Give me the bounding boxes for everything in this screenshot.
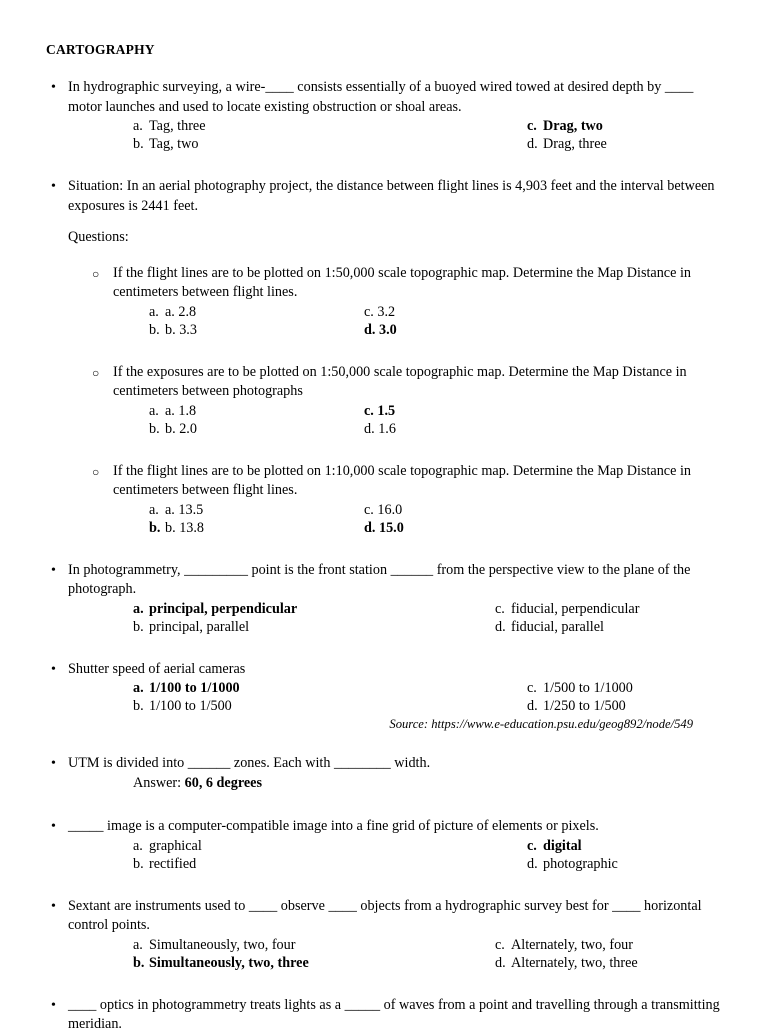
question-4-text: Shutter speed of aerial cameras (68, 660, 246, 677)
question-1-text-row (46, 78, 722, 117)
option-row (46, 117, 722, 135)
option-c-text: fiducial, perpendicular (511, 600, 640, 617)
option-a-marker: a. (149, 501, 159, 518)
option-c[interactable] (527, 837, 582, 855)
option-row (46, 954, 722, 972)
option-a[interactable] (133, 117, 206, 135)
question-7-options (46, 936, 722, 972)
option-b-text: principal, parallel (149, 618, 250, 635)
question-8-text: ____ optics in photogrammetry treats lights as a _____ of waves from a point and travelling through a transmitting meridian. (68, 996, 720, 1032)
option-c[interactable] (364, 402, 395, 420)
question-6-text: _____ image is a computer-compatible image into a fine grid of picture of elements or pixels. (68, 818, 599, 834)
option-b[interactable] (149, 321, 197, 339)
option-d-text: Drag, three (543, 136, 607, 152)
option-c-text: c. 16.0 (364, 501, 403, 518)
source-citation: Source: https://www.e-education.psu.edu/geog892/node/549 (389, 717, 693, 731)
option-c[interactable] (527, 679, 633, 697)
option-row (46, 519, 722, 537)
option-d-marker: d. (527, 855, 538, 872)
bullet-icon: • (51, 997, 56, 1013)
option-c-text: Alternately, two, four (511, 936, 633, 953)
option-b-text: Tag, two (149, 136, 199, 152)
option-b[interactable] (133, 135, 198, 153)
option-row (46, 837, 722, 855)
option-b-text: b. 3.3 (165, 321, 197, 338)
question-2-situation-row (46, 177, 722, 216)
sub-2-text-row (46, 363, 722, 402)
option-a-text: principal, perpendicular (149, 600, 298, 617)
option-row (46, 855, 722, 873)
option-a-text: a. 2.8 (165, 303, 197, 320)
option-a-marker: a. (133, 680, 144, 696)
question-7-text: Sextant are instruments used to ____ observe ____ objects from a hydrographic survey best for ____ horizontal control points. (68, 897, 702, 933)
question-5 (46, 754, 722, 793)
option-a-marker: a. (133, 118, 143, 134)
sub-3-options (46, 501, 722, 537)
bullet-icon: • (51, 80, 56, 95)
option-d-text: photographic (543, 855, 618, 872)
bullet-icon: • (51, 898, 56, 914)
option-d-text: fiducial, parallel (511, 618, 604, 635)
option-a-text: graphical (149, 837, 202, 854)
page-title: CARTOGRAPHY (46, 42, 155, 57)
circle-bullet-icon: ○ (92, 464, 100, 479)
option-d-marker: d. (527, 136, 538, 152)
option-row (46, 501, 722, 519)
option-b-text: rectified (149, 855, 197, 872)
option-c[interactable] (495, 600, 639, 618)
sub-2-options (46, 402, 722, 438)
option-a[interactable] (149, 402, 196, 420)
option-d-marker: d. (527, 698, 538, 714)
option-c[interactable] (364, 501, 402, 519)
option-row (46, 402, 722, 420)
option-b-text: b. 2.0 (165, 420, 197, 437)
question-1-options (46, 117, 722, 153)
option-b[interactable] (149, 420, 197, 438)
option-d-text: d. 15.0 (364, 519, 404, 536)
option-c-marker: c. (495, 600, 505, 617)
option-d-text: d. 1.6 (364, 420, 396, 437)
option-a[interactable] (149, 501, 203, 519)
option-d-text: 1/250 to 1/500 (543, 698, 626, 714)
question-8 (46, 996, 722, 1035)
question-2-sub-1 (46, 264, 722, 339)
option-b-marker: b. (149, 519, 161, 536)
question-3-text: In photogrammetry, _________ point is the front station ______ from the perspective view to the plane of the photograph. (68, 561, 691, 597)
question-4-options (46, 679, 722, 715)
option-a[interactable] (133, 936, 295, 954)
option-b-text: b. 13.8 (165, 519, 205, 536)
option-row (46, 936, 722, 954)
option-a[interactable] (133, 679, 240, 697)
question-7-text-row (46, 897, 722, 936)
option-a-marker: a. (133, 837, 143, 854)
option-b-marker: b. (133, 618, 144, 635)
option-a-marker: a. (149, 303, 159, 320)
question-8-text-row (46, 996, 722, 1035)
question-3-text-row (46, 561, 722, 600)
option-a-marker: a. (149, 402, 159, 419)
option-a[interactable] (133, 600, 297, 618)
bullet-icon: • (51, 819, 56, 834)
option-c-text: c. 1.5 (364, 402, 396, 419)
option-c[interactable] (495, 936, 633, 954)
option-d-text: Alternately, two, three (511, 954, 638, 971)
option-c-marker: c. (527, 118, 537, 134)
option-b-marker: b. (133, 698, 144, 714)
option-b-marker: b. (133, 136, 144, 152)
question-2 (46, 177, 722, 537)
option-b-marker: b. (133, 954, 145, 971)
question-6 (46, 817, 722, 873)
option-c-text: Drag, two (543, 118, 603, 134)
question-1 (46, 78, 722, 153)
option-b-marker: b. (149, 420, 160, 437)
option-row (46, 303, 722, 321)
option-c-text: digital (543, 837, 582, 854)
option-c-text: 1/500 to 1/1000 (543, 680, 633, 696)
option-d-marker: d. (495, 954, 506, 971)
bullet-icon: • (51, 661, 56, 677)
option-d[interactable] (527, 135, 607, 153)
bullet-icon: • (51, 562, 56, 578)
option-d[interactable] (527, 697, 626, 715)
sub-3-text-row (46, 462, 722, 501)
option-d-marker: d. (495, 618, 506, 635)
question-2-sub-3 (46, 462, 722, 537)
sub-1-text-row (46, 264, 722, 303)
option-c[interactable] (527, 117, 603, 135)
question-5-answer-row (46, 774, 722, 794)
option-d[interactable] (495, 954, 638, 972)
option-a[interactable] (149, 303, 196, 321)
sub-3-text: If the flight lines are to be plotted on 1:10,000 scale topographic map. Determine the Map Distance in centimeters between flight lines. (113, 462, 691, 498)
question-2-situation: Situation: In an aerial photography project, the distance between flight lines is 4,903 feet and the interval between exposures is 2441 feet. (68, 178, 715, 214)
option-b[interactable] (149, 519, 204, 537)
option-row (46, 420, 722, 438)
option-d[interactable] (364, 420, 396, 438)
option-c-text: c. 3.2 (364, 303, 396, 320)
option-a-marker: a. (133, 600, 144, 617)
option-d[interactable] (364, 519, 404, 537)
option-b-text: Simultaneously, two, three (149, 954, 309, 971)
question-5-text-row (46, 754, 722, 774)
option-a-text: Tag, three (149, 118, 206, 134)
option-c-marker: c. (527, 837, 537, 854)
answer-label: Answer: (133, 774, 182, 791)
option-row (46, 679, 722, 697)
option-a-text: a. 1.8 (165, 402, 197, 419)
option-c-marker: c. (495, 936, 505, 953)
option-b-marker: b. (133, 855, 144, 872)
option-row (46, 618, 722, 636)
option-b-text: 1/100 to 1/500 (149, 698, 232, 714)
option-row (46, 697, 722, 715)
option-b[interactable] (133, 618, 249, 636)
option-row (46, 600, 722, 618)
option-a-marker: a. (133, 936, 143, 953)
question-4 (46, 660, 722, 733)
question-2-sub-2 (46, 363, 722, 438)
question-1-text: In hydrographic surveying, a wire-____ consists essentially of a buoyed wired towed at desired depth by ____ motor launches and used to locate existing obstruction or shoal areas. (68, 79, 694, 115)
question-3-options (46, 600, 722, 636)
option-c-marker: c. (527, 680, 537, 696)
question-4-text-row (46, 660, 722, 680)
option-a-text: a. 13.5 (165, 501, 204, 518)
option-d[interactable] (527, 855, 618, 873)
circle-bullet-icon: ○ (92, 266, 100, 281)
sub-1-options (46, 303, 722, 339)
option-row (46, 321, 722, 339)
option-b[interactable] (133, 855, 196, 873)
question-5-text: UTM is divided into ______ zones. Each with ________ width. (68, 755, 431, 771)
question-3 (46, 561, 722, 636)
bullet-icon: • (51, 179, 56, 194)
option-a-text: 1/100 to 1/1000 (149, 680, 240, 696)
question-6-options (46, 837, 722, 873)
option-d[interactable] (364, 321, 397, 339)
option-b[interactable] (133, 954, 309, 972)
question-6-text-row (46, 817, 722, 837)
option-b[interactable] (133, 697, 232, 715)
option-c[interactable] (364, 303, 395, 321)
question-7 (46, 897, 722, 972)
option-a[interactable] (133, 837, 202, 855)
answer-value: 60, 6 degrees (184, 774, 262, 791)
option-b-marker: b. (149, 321, 160, 338)
bullet-icon: • (51, 756, 56, 771)
option-d[interactable] (495, 618, 604, 636)
option-d-text: d. 3.0 (364, 321, 397, 338)
option-a-text: Simultaneously, two, four (149, 936, 296, 953)
question-2-questions-label: Questions: (68, 229, 129, 245)
sub-1-text: If the flight lines are to be plotted on 1:50,000 scale topographic map. Determine the Map Distance in centimeters between flight lines. (113, 264, 691, 300)
circle-bullet-icon: ○ (92, 365, 100, 380)
sub-2-text: If the exposures are to be plotted on 1:50,000 scale topographic map. Determine the Map Distance in centimeters between photographs (113, 363, 687, 399)
option-row (46, 135, 722, 153)
